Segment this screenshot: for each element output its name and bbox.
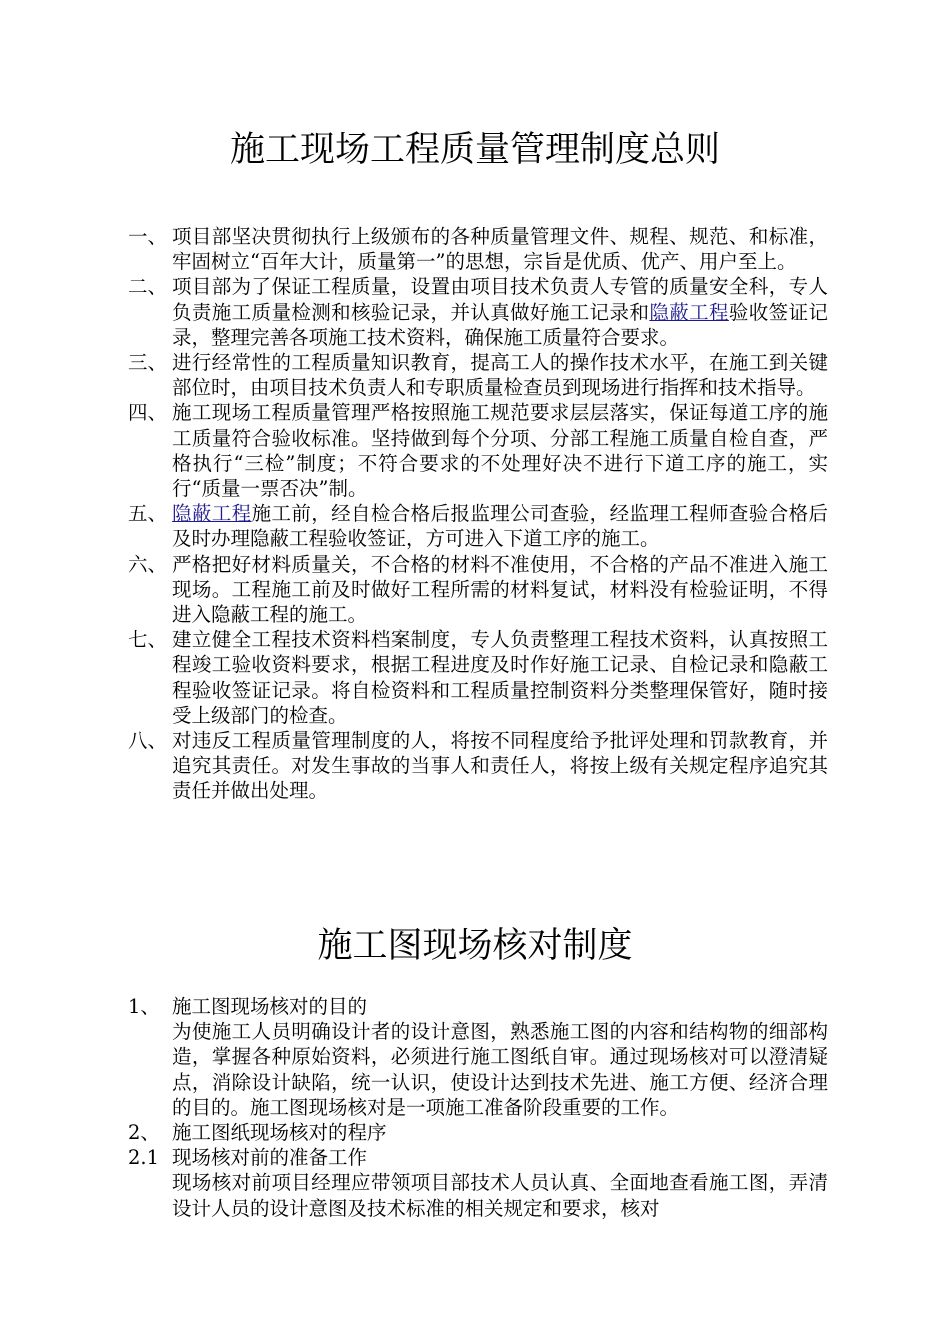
item-text: 建立健全工程技术资料档案制度，专人负责整理工程技术资料，认真按照工程竣工验收资料要求，根据工程进度及时作好施工记录、自检记录和隐蔽工程验收签证记录。将自检资料和工程质量控制资料分类整理保管好，随时接受上级部门的检查。 bbox=[172, 628, 828, 727]
list-item bbox=[128, 552, 828, 628]
item-number: 五、 bbox=[128, 502, 168, 526]
list-item bbox=[128, 728, 828, 804]
list-item bbox=[128, 501, 828, 551]
section-heading-text: 施工图纸现场核对的程序 bbox=[172, 1121, 387, 1145]
item-number: 一、 bbox=[128, 225, 168, 248]
drawing-check-section bbox=[128, 994, 828, 1221]
section-heading-text: 施工图现场核对的目的 bbox=[172, 995, 368, 1018]
page-title: 施工现场工程质量管理制度总则 bbox=[229, 130, 720, 170]
subsection-body: 现场核对前项目经理应带领项目部技术人员认真、全面地查看施工图，弄清设计人员的设计意图及技术标准的相关规定和要求，核对 bbox=[172, 1171, 828, 1220]
section-heading bbox=[128, 1120, 828, 1145]
item-number: 七、 bbox=[128, 628, 168, 652]
hidden-works-link[interactable]: 隐蔽工程 bbox=[649, 300, 729, 324]
rules-list bbox=[128, 224, 828, 804]
item-text: 验收签证记录，整理完善各项施工技术资料，确保施工质量符合要求。 bbox=[172, 300, 828, 349]
item-number: 六、 bbox=[128, 552, 168, 576]
subsection-number: 2.1 bbox=[128, 1146, 160, 1170]
item-text: 对违反工程质量管理制度的人，将按不同程度给予批评处理和罚款教育，并追究其责任。对发生事故的当事人和责任人，将按上级有关规定程序追究其责任并做出处理。 bbox=[172, 729, 828, 803]
item-number: 四、 bbox=[128, 401, 168, 425]
subsection-heading bbox=[128, 1145, 828, 1170]
list-item bbox=[128, 274, 828, 350]
item-text: 项目部为了保证工程质量，设置由项目技术负责人专管的质量安全科，专人负责施工质量检测和核验记录，并认真做好施工记录和 bbox=[172, 275, 828, 324]
item-number: 二、 bbox=[128, 275, 168, 299]
list-item bbox=[128, 627, 828, 728]
list-item bbox=[128, 350, 828, 400]
subsection-heading-text: 现场核对前的准备工作 bbox=[172, 1146, 368, 1170]
section-title: 施工图现场核对制度 bbox=[317, 926, 633, 966]
section-number: 2、 bbox=[128, 1121, 160, 1145]
item-text: 项目部坚决贯彻执行上级颁布的各种质量管理文件、规程、规范、和标准，牢固树立“百年大计，质量第一”的思想，宗旨是优质、优产、用户至上。 bbox=[172, 225, 828, 274]
item-text: 严格把好材料质量关，不合格的材料不准使用，不合格的产品不准进入施工现场。工程施工前及时做好工程所需的材料复试，材料没有检验证明，不得进入隐蔽工程的施工。 bbox=[172, 552, 828, 627]
item-text: 进行经常性的工程质量知识教育，提高工人的操作技术水平，在施工到关键部位时，由项目技术负责人和专职质量检查员到现场进行指挥和技术指导。 bbox=[172, 351, 828, 400]
item-text: 施工前，经自检合格后报监理公司查验，经监理工程师查验合格后及时办理隐蔽工程验收签证，方可进入下道工序的施工。 bbox=[172, 502, 828, 551]
hidden-works-link[interactable]: 隐蔽工程 bbox=[172, 502, 252, 526]
item-number: 三、 bbox=[128, 351, 168, 375]
section-number: 1、 bbox=[128, 995, 160, 1018]
section-body: 为使施工人员明确设计者的设计意图，熟悉施工图的内容和结构物的细部构造，掌握各种原始资料，必须进行施工图纸自审。通过现场核对可以澄清疑点，消除设计缺陷，统一认识，使设计达到技术先进、施工方便、经济合理的目的。施工图现场核对是一项施工准备阶段重要的工作。 bbox=[172, 1020, 828, 1119]
list-item bbox=[128, 400, 828, 501]
item-number: 八、 bbox=[128, 729, 168, 753]
item-text: 施工现场工程质量管理严格按照施工规范要求层层落实，保证每道工序的施工质量符合验收标准。坚持做到每个分项、分部工程施工质量自检自查，严格执行“三检”制度；不符合要求的不处理好决不进行下道工序的施工，实行“质量一票否决”制。 bbox=[172, 401, 828, 501]
list-item bbox=[128, 224, 828, 274]
section-heading bbox=[128, 994, 828, 1019]
